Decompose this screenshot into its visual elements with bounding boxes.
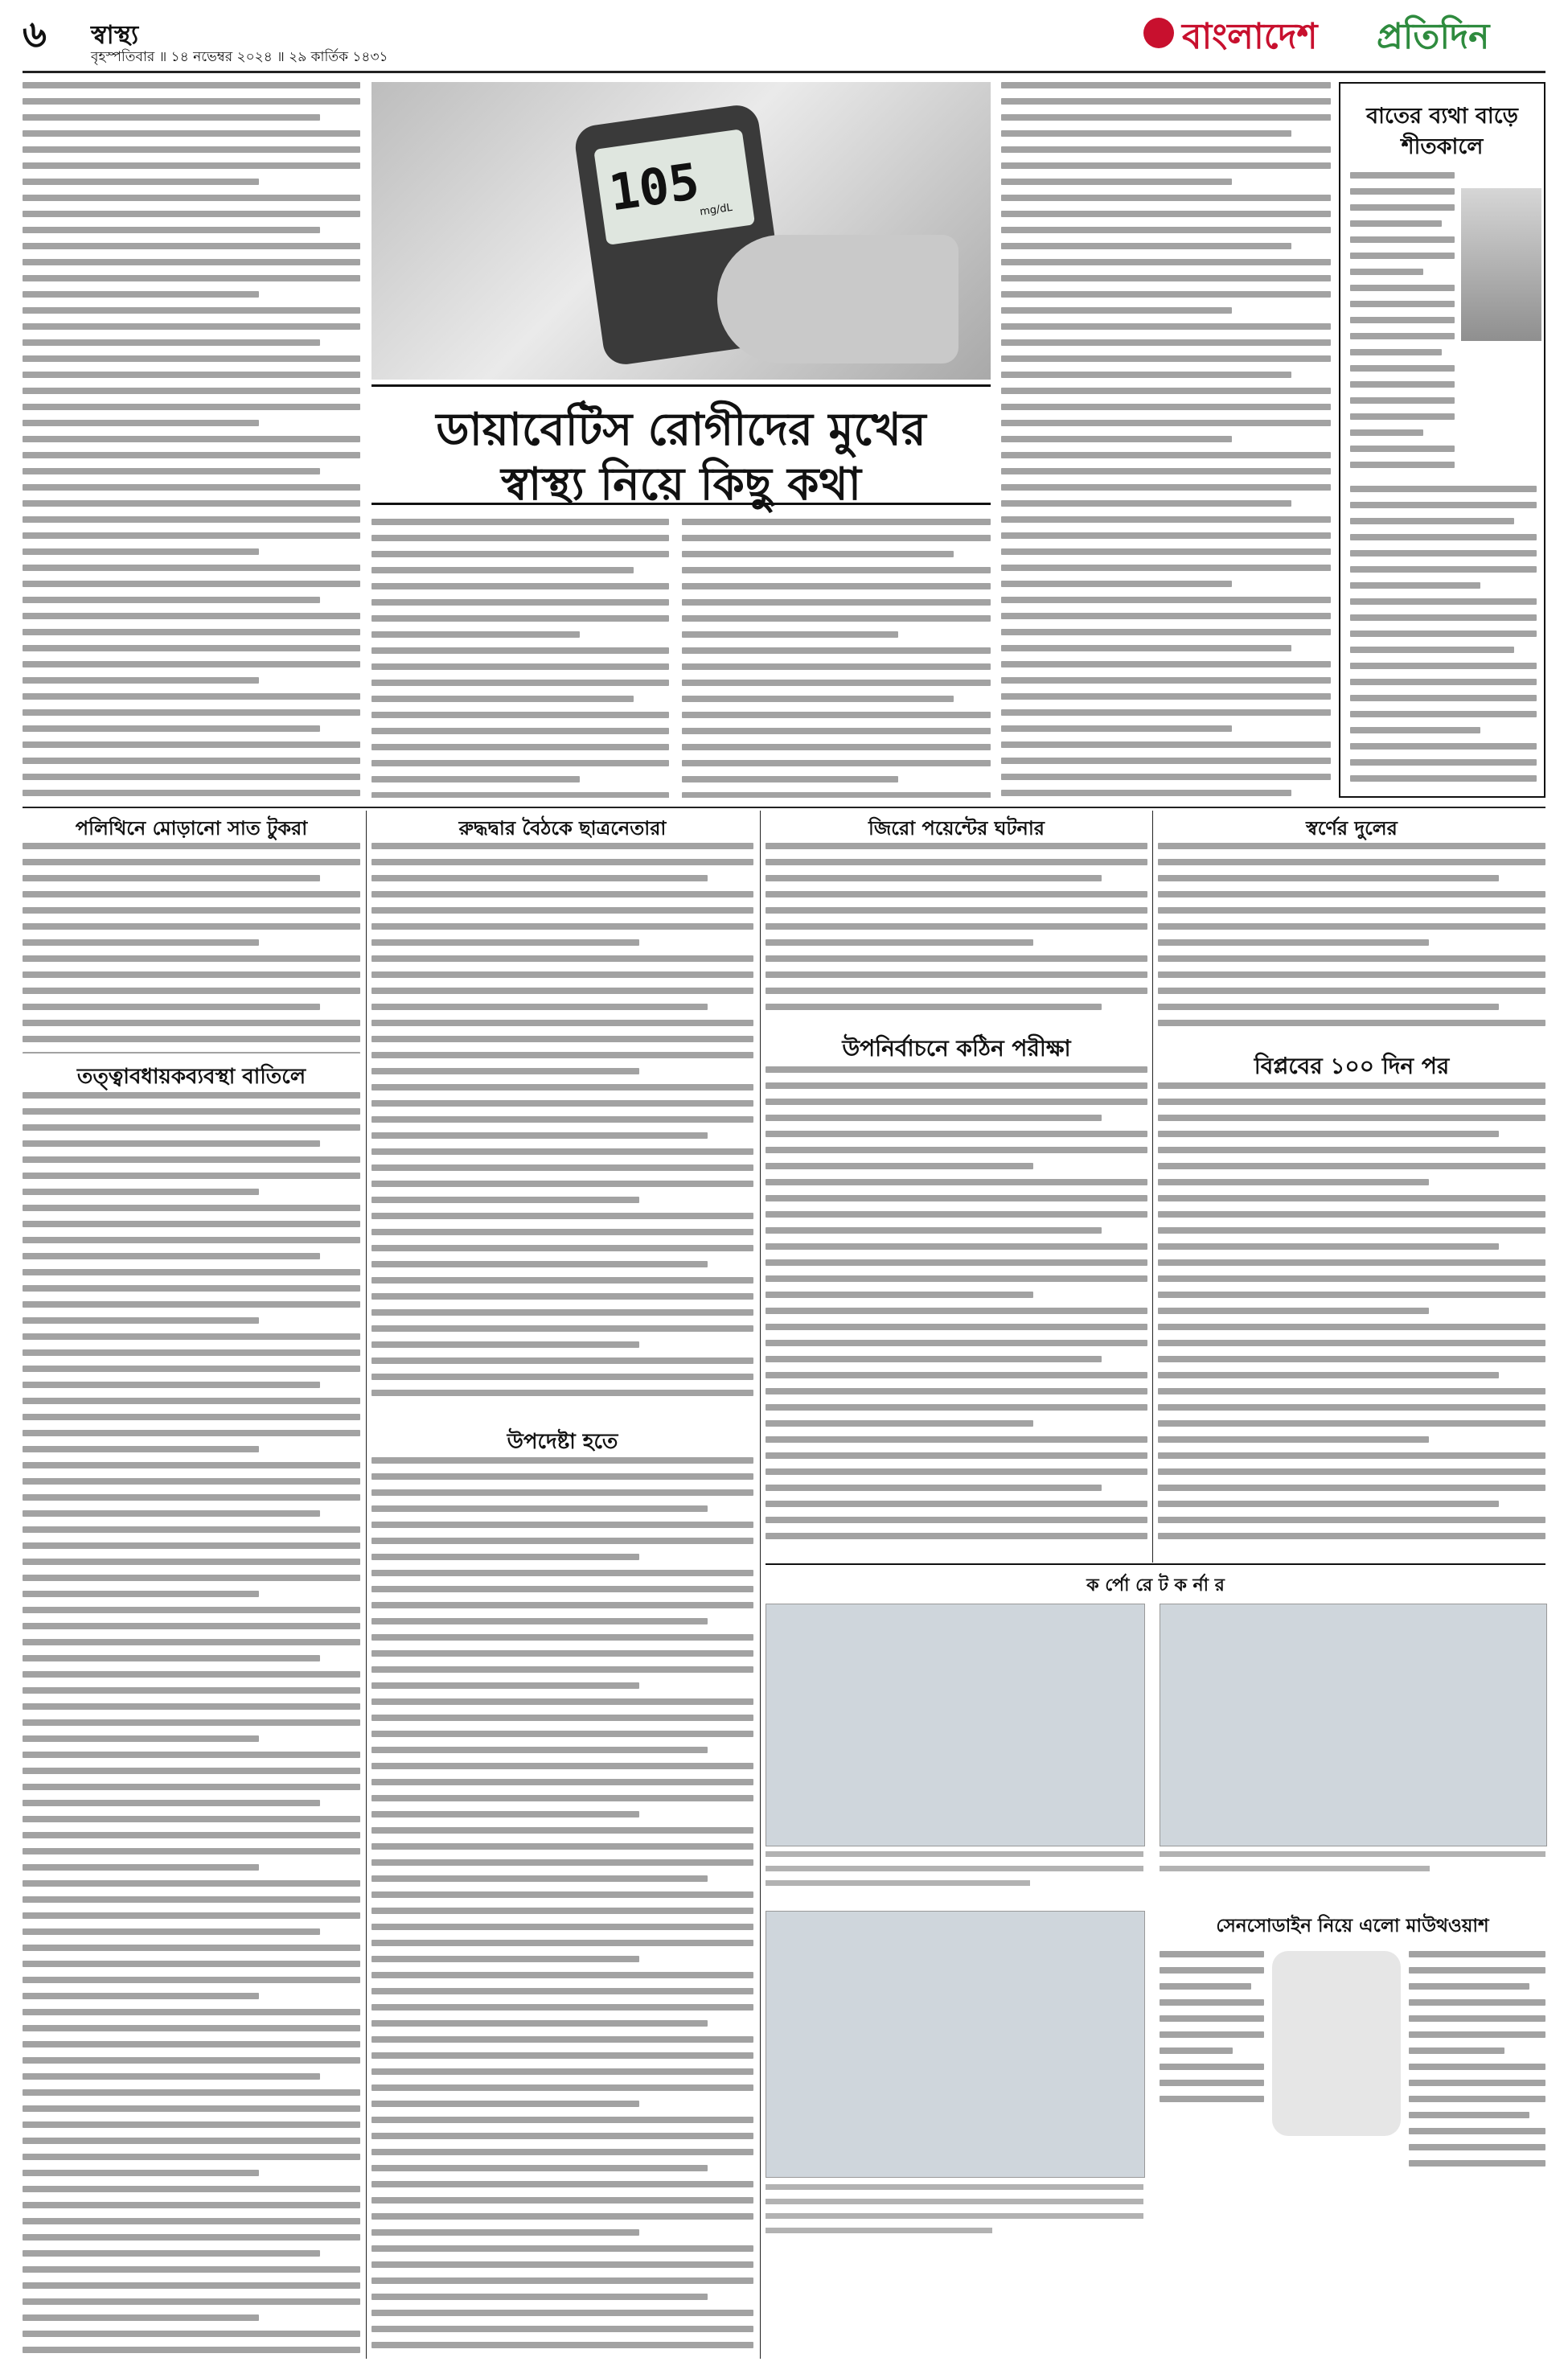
- bottom-col2-lower: [371, 1457, 753, 2355]
- bottom-col2-top: [371, 843, 753, 1420]
- glucose-meter-photo: [371, 82, 991, 380]
- col-divider-1: [366, 811, 367, 2359]
- headline-7: বিপ্লবের ১০০ দিন পর: [1254, 1053, 1450, 1079]
- meter-screen: [593, 129, 755, 245]
- bottom-col4-lower: [1158, 1082, 1545, 1557]
- bottom-col1-lower: [23, 1092, 360, 2355]
- article-column-left: [23, 82, 360, 798]
- corporate-title: ক র্পো রে ট ক র্না র: [1086, 1575, 1225, 1596]
- bottom-col1-top: [23, 843, 360, 1054]
- corporate-photo-2: [1160, 1604, 1547, 1846]
- corporate-photo-3: [766, 1911, 1145, 2178]
- mouthwash-text-left: [1160, 1951, 1264, 2305]
- sidebar-photo: [1461, 188, 1541, 341]
- logo-mark: [1143, 18, 1174, 48]
- section-title: স্বাস্থ্য: [91, 19, 139, 50]
- mouthwash-text-right: [1409, 1951, 1545, 2305]
- dateline: বৃহস্পতিবার ॥ ১৪ নভেম্বর ২০২৪ ॥ ২৯ কার্তিক ১৪৩১: [91, 49, 388, 65]
- caption-2: [1160, 1851, 1545, 1880]
- article-column-right: [1001, 82, 1331, 798]
- hand-shape: [717, 235, 958, 363]
- sidebar-headline-line2: শীতকালে: [1401, 134, 1484, 159]
- main-headline-line2: স্বাস্থ্য নিয়ে কিছু কথা: [501, 458, 861, 511]
- caption-3: [766, 2184, 1143, 2242]
- meter-reading: 105: [605, 151, 703, 223]
- brand-logo: [1143, 10, 1545, 58]
- page-number: ৬: [23, 12, 47, 55]
- sidebar-box: [1339, 82, 1545, 798]
- bottom-col4-top: [1158, 843, 1545, 1044]
- main-headline-line1: ডায়াবেটিস রোগীদের মুখের: [436, 404, 926, 456]
- headline-6: উপনির্বাচনে কঠিন পরীক্ষা: [842, 1035, 1071, 1062]
- article-column-middle: [371, 519, 669, 798]
- header-rule: [23, 71, 1545, 73]
- sidebar-text-lower: [1350, 486, 1537, 791]
- headline-8: উপদেষ্টা হতে: [507, 1430, 618, 1454]
- sidebar-text: [1350, 172, 1455, 478]
- headline-2: রুদ্ধদ্বার বৈঠকে ছাত্রনেতারা: [458, 817, 667, 840]
- headline-3: জিরো পয়েন্টের ঘটনার: [868, 817, 1045, 840]
- bottom-col3-top: [766, 843, 1147, 1028]
- meter-unit: mg/dL: [699, 201, 733, 219]
- col-divider-3: [1152, 811, 1153, 1563]
- headline-4: স্বর্ণের দুলের: [1306, 817, 1398, 840]
- section-divider: [23, 807, 1545, 808]
- corporate-photo-1: [766, 1604, 1145, 1846]
- headline-box: [371, 384, 991, 511]
- corporate-corner: [766, 1563, 1545, 2360]
- bottom-col3-lower: [766, 1066, 1147, 1557]
- headline-9: সেনসোডাইন নিয়ে এলো মাউথওয়াশ: [1216, 1916, 1489, 1937]
- mouthwash-photo: [1272, 1951, 1401, 2136]
- col-divider-2: [760, 811, 761, 2359]
- headline-1: পলিথিনে মোড়ানো সাত টুকরা: [75, 817, 308, 840]
- page-header: [23, 10, 1545, 64]
- headline-5: তত্ত্বাবধায়কব্যবস্থা বাতিলে: [76, 1065, 306, 1089]
- brand-accent: প্রতিদিন: [1377, 16, 1490, 57]
- caption-1: [766, 1851, 1143, 1895]
- brand-main: বাংলাদেশ: [1182, 16, 1318, 57]
- sidebar-headline-line1: বাতের ব্যথা বাড়ে: [1366, 104, 1518, 129]
- article-column-middle-2: [682, 519, 991, 798]
